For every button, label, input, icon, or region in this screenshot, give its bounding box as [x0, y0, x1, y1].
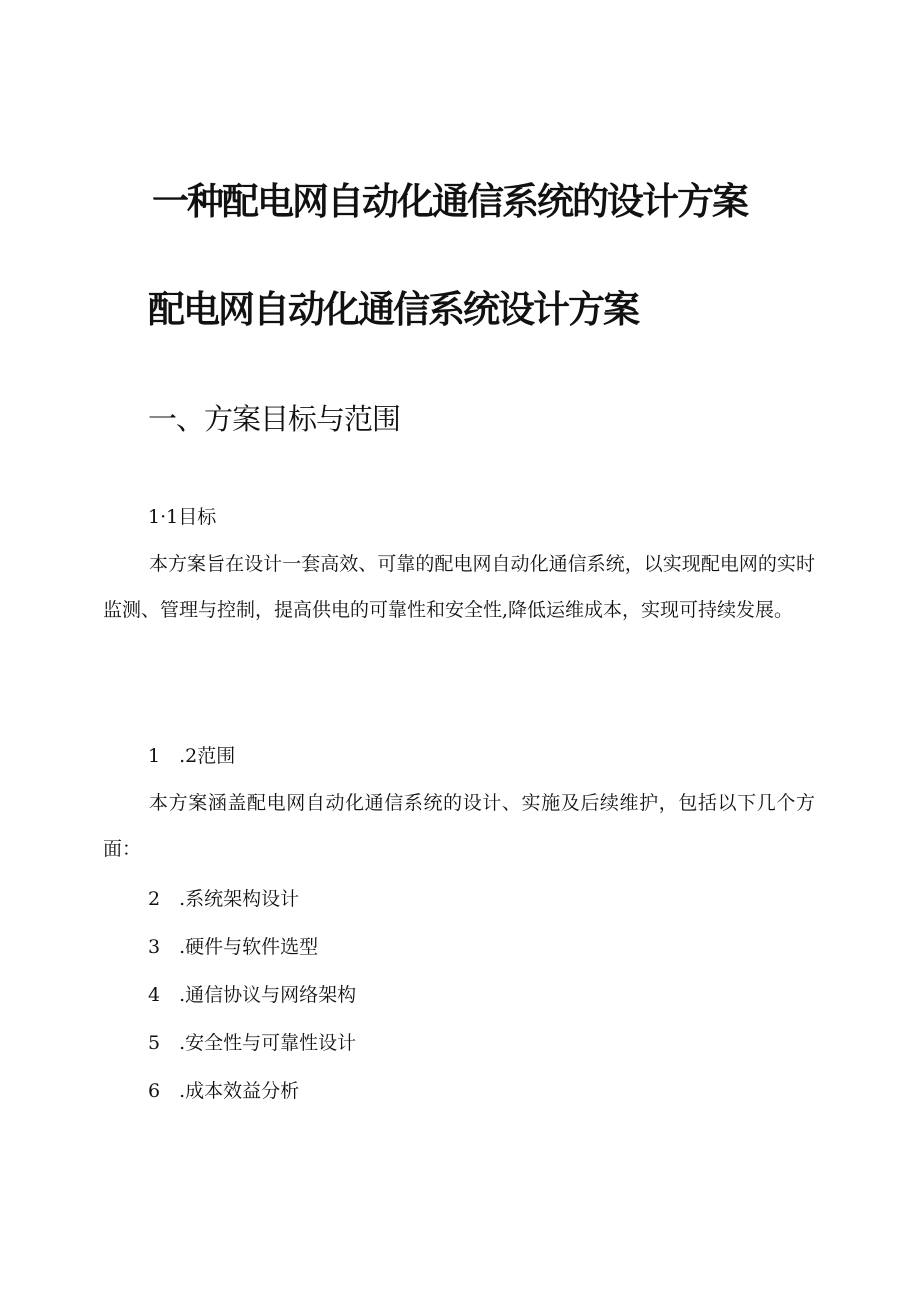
section-heading: 一、方案目标与范围	[148, 402, 401, 436]
subsection-heading-scope: 1 .2范围	[148, 745, 236, 767]
scope-paragraph: 本方案涵盖配电网自动化通信系统的设计、实施及后续维护，包括以下几个方面：	[103, 792, 815, 860]
document-subtitle: 配电网自动化通信系统设计方案	[148, 288, 638, 331]
list-item: 5 .安全性与可靠性设计	[148, 1032, 357, 1054]
subsection-heading-goal: 1·1目标	[148, 506, 217, 528]
list-item: 3 .硬件与软件选型	[148, 936, 319, 958]
list-item: 4 .通信协议与网络架构	[148, 984, 357, 1006]
list-item: 6 .成本效益分析	[148, 1080, 300, 1102]
list-item: 2 .系统架构设计	[148, 888, 300, 910]
document-title: 一种配电网自动化通信系统的设计方案	[152, 180, 747, 223]
goal-paragraph: 本方案旨在设计一套高效、可靠的配电网自动化通信系统，以实现配电网的实时监测、管理与控制，提高供电的可靠性和安全性,降低运维成本，实现可持续发展。	[103, 553, 815, 621]
